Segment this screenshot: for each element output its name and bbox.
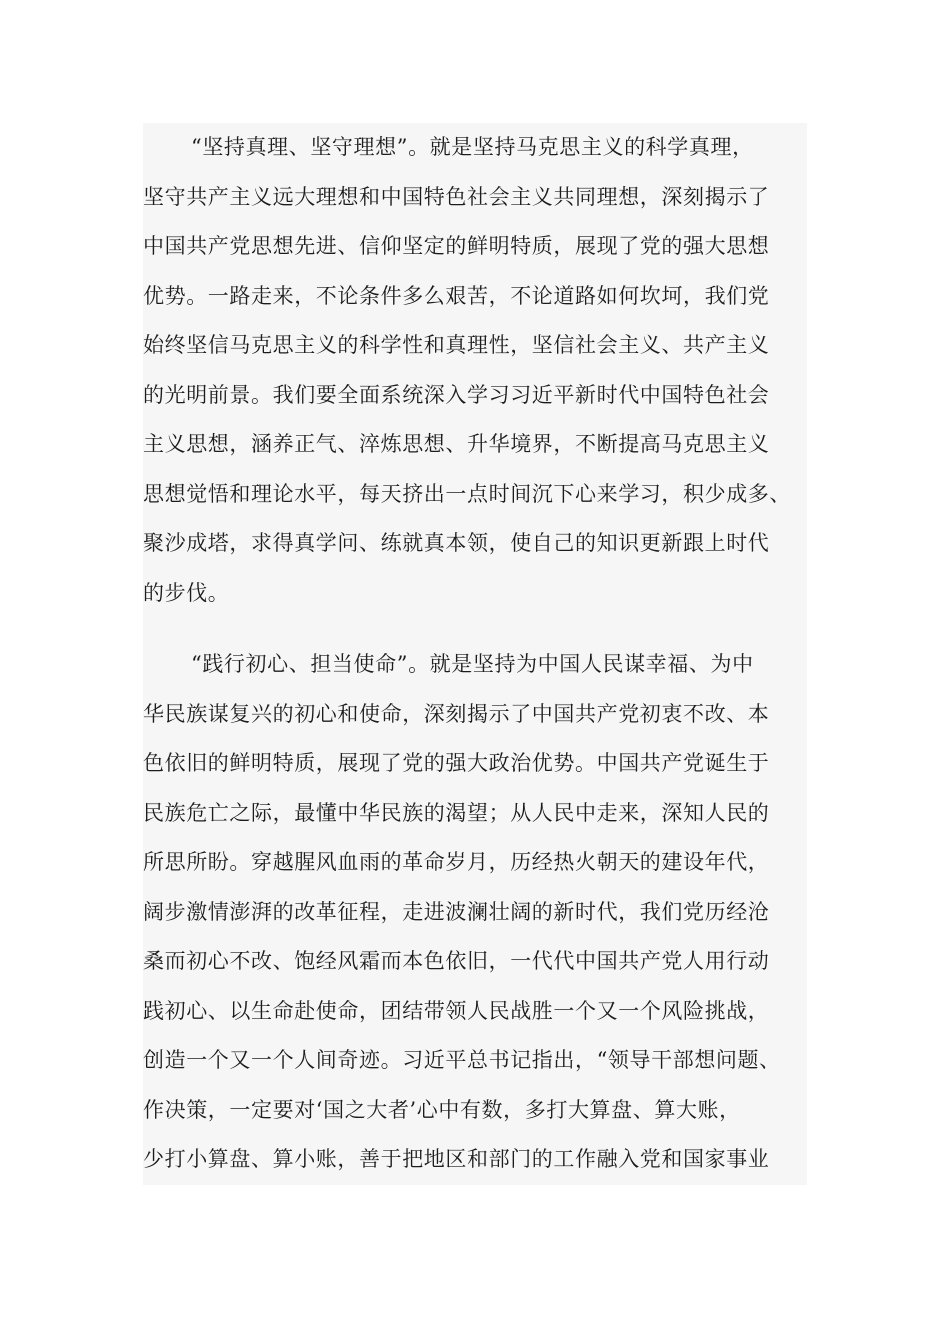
paragraph-original-mission bbox=[143, 640, 807, 1185]
text-line: “践行初心、担当使命”。就是坚持为中国人民谋幸福、为中 bbox=[191, 652, 754, 676]
text-line: 优势。一路走来，不论条件多么艰苦，不论道路如何坎坷，我们党 bbox=[143, 283, 770, 308]
text-line: “坚持真理、坚守理想”。就是坚持马克思主义的科学真理， bbox=[191, 135, 754, 159]
text-line: 聚沙成塔，求得真学问、练就真本领，使自己的知识更新跟上时代 bbox=[143, 531, 770, 555]
text-line: 坚守共产主义远大理想和中国特色社会主义共同理想，深刻揭示了 bbox=[143, 184, 770, 209]
text-line: 的步伐。 bbox=[143, 580, 230, 605]
text-line: 民族危亡之际，最懂中华民族的渴望；从人民中走来，深知人民的 bbox=[143, 800, 770, 825]
text-line: 践初心、以生命赴使命，团结带领人民战胜一个又一个风险挑战， bbox=[143, 998, 770, 1023]
paragraph-spacer bbox=[143, 618, 807, 640]
text-line: 作决策，一定要对‘国之大者’心中有数，多打大算盘、算大账， bbox=[143, 1097, 741, 1122]
text-line: 思想觉悟和理论水平，每天挤出一点时间沉下心来学习，积少成多、 bbox=[143, 481, 791, 506]
paragraph-truth-ideals bbox=[143, 123, 807, 618]
text-line: 华民族谋复兴的初心和使命，深刻揭示了中国共产党初衷不改、本 bbox=[143, 701, 770, 726]
text-line: 阔步激情澎湃的改革征程，走进波澜壮阔的新时代，我们党历经沧 bbox=[143, 899, 770, 924]
text-line: 创造一个又一个人间奇迹。习近平总书记指出，“领导干部想问题、 bbox=[143, 1048, 781, 1072]
text-line: 的光明前景。我们要全面系统深入学习习近平新时代中国特色社会 bbox=[143, 382, 770, 407]
document-body bbox=[143, 123, 807, 1185]
text-line: 所思所盼。穿越腥风血雨的革命岁月，历经热火朝天的建设年代， bbox=[143, 850, 770, 874]
text-line: 始终坚信马克思主义的科学性和真理性，坚信社会主义、共产主义 bbox=[143, 333, 770, 357]
text-line: 少打小算盘、算小账，善于把地区和部门的工作融入党和国家事业 bbox=[143, 1147, 770, 1171]
text-line: 桑而初心不改、饱经风霜而本色依旧，一代代中国共产党人用行动 bbox=[143, 949, 770, 973]
text-line: 色依旧的鲜明特质，展现了党的强大政治优势。中国共产党诞生于 bbox=[143, 751, 770, 775]
text-line: 中国共产党思想先进、信仰坚定的鲜明特质，展现了党的强大思想 bbox=[143, 234, 770, 258]
text-line: 主义思想，涵养正气、淬炼思想、升华境界，不断提高马克思主义 bbox=[143, 432, 770, 456]
